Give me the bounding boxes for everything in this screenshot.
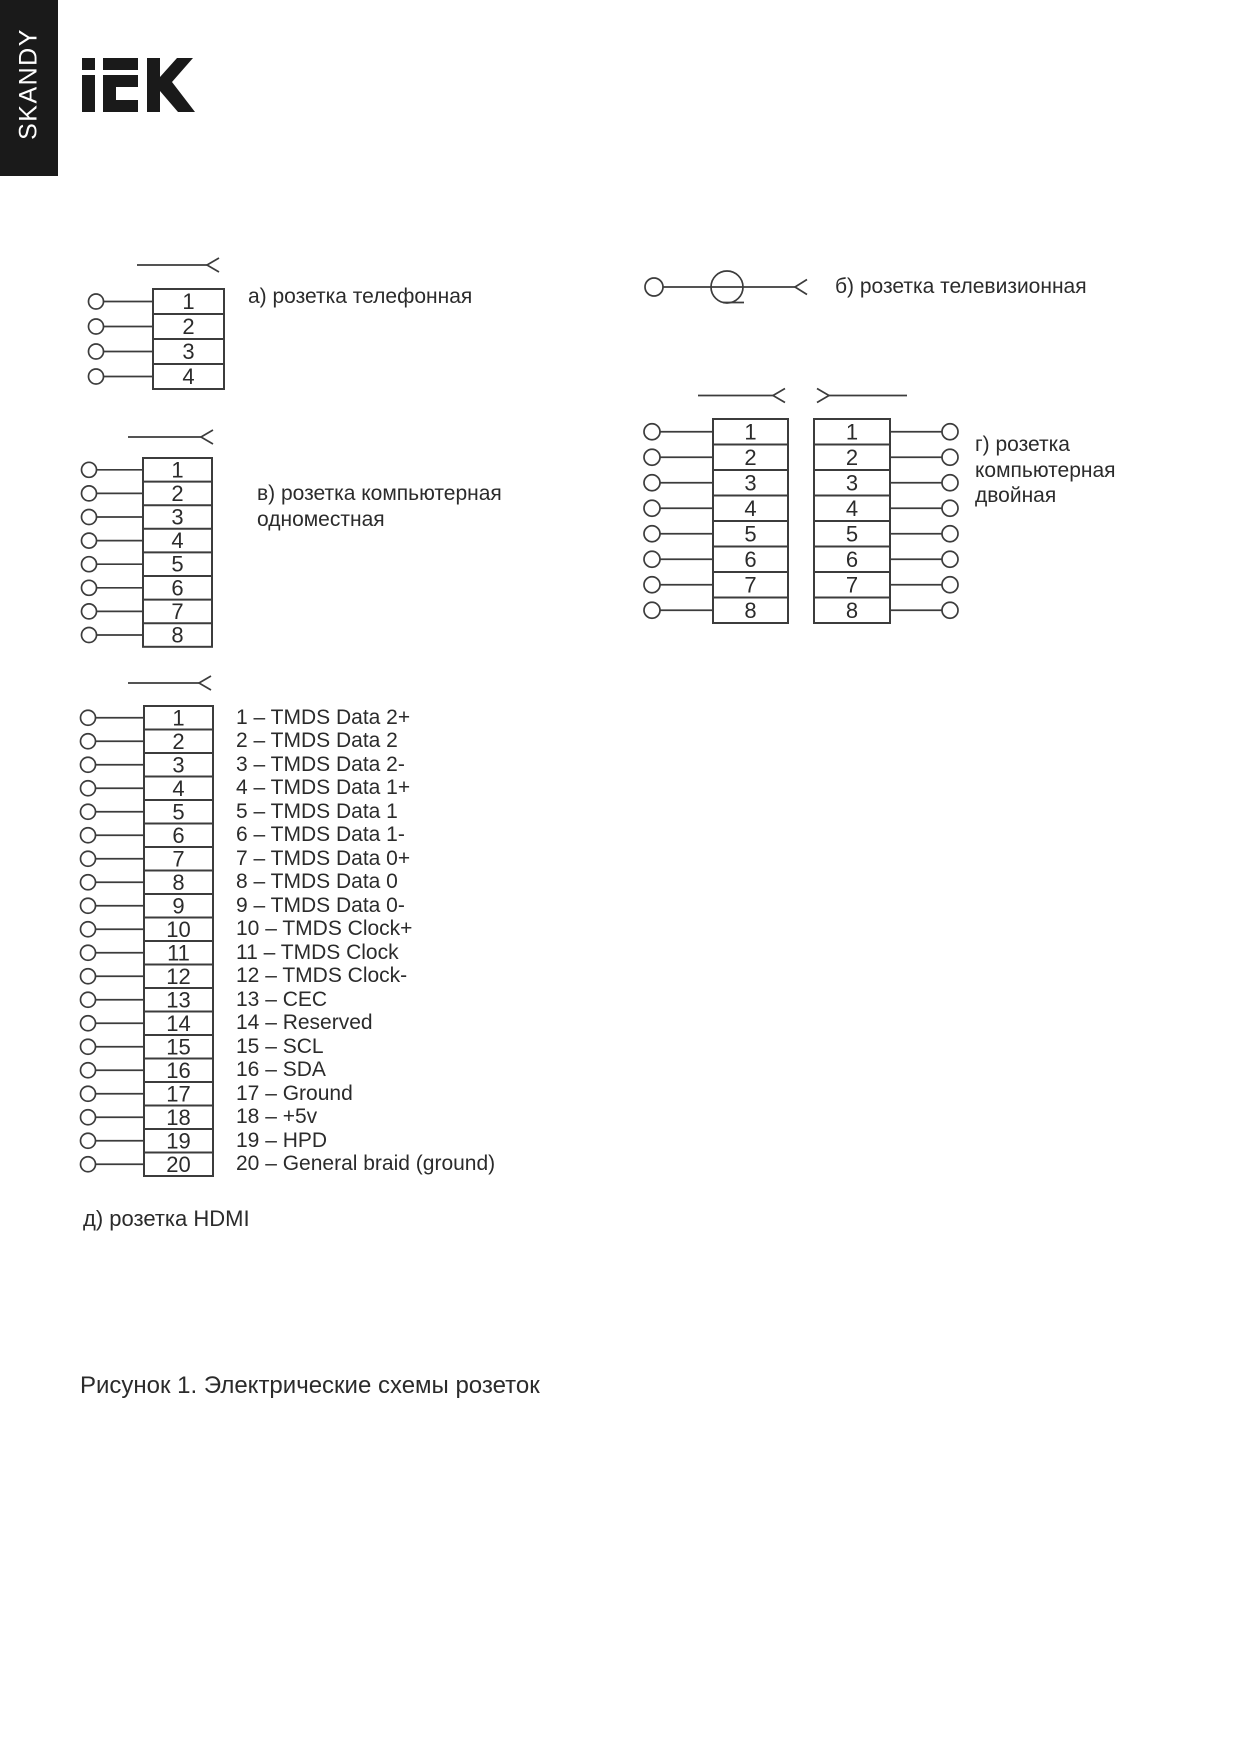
figure-caption: Рисунок 1. Электрические схемы розеток — [80, 1372, 540, 1399]
hdmi-pin-description: 15 – SCL — [236, 1034, 324, 1058]
diagram-b-label: б) розетка телевизионная — [835, 275, 1087, 298]
pin-terminal-circle — [81, 1039, 96, 1054]
hdmi-pin-description: 17 – Ground — [236, 1081, 353, 1105]
hdmi-pin-description: 3 – TMDS Data 2- — [236, 752, 405, 776]
pin-terminal-circle — [81, 781, 96, 796]
pin-terminal-circle — [82, 533, 97, 548]
pin-number: 16 — [166, 1057, 191, 1083]
pin-terminal-circle — [942, 475, 958, 491]
socket-arrow-icon — [817, 389, 829, 403]
hdmi-pin-description: 10 – TMDS Clock+ — [236, 917, 413, 941]
pin-terminal-circle — [81, 1110, 96, 1125]
hdmi-pin-description: 4 – TMDS Data 1+ — [236, 776, 411, 800]
diagram-g-computer-double-left — [644, 419, 788, 623]
diagram-a-label: а) розетка телефонная — [248, 285, 473, 308]
diagram-g-label — [975, 432, 1116, 509]
pin-terminal-circle — [81, 969, 96, 984]
pin-terminal-circle — [81, 1157, 96, 1172]
pin-number: 3 — [182, 339, 195, 364]
pin-number: 1 — [172, 705, 185, 731]
socket-arrow-icon — [795, 280, 807, 295]
pin-number: 4 — [172, 775, 185, 801]
diagram-a-telephone — [89, 289, 225, 389]
pin-number: 1 — [744, 419, 757, 445]
pin-number: 2 — [744, 444, 757, 470]
pin-number: 1 — [182, 289, 195, 314]
diagram-v-label-line2: одноместная — [257, 507, 385, 531]
pin-number: 12 — [166, 963, 191, 989]
pin-terminal-circle — [81, 898, 96, 913]
pin-number: 10 — [166, 916, 191, 942]
pin-terminal-circle — [89, 294, 104, 309]
pin-number: 20 — [166, 1151, 191, 1177]
socket-arrow-icon — [199, 676, 211, 690]
hdmi-pin-description: 9 – TMDS Data 0- — [236, 893, 405, 917]
pin-terminal-circle — [81, 757, 96, 772]
socket-arrow-icon — [207, 258, 219, 272]
diagram-b-tv — [645, 271, 807, 303]
diagram-g-label-line2: компьютерная — [975, 458, 1116, 482]
hdmi-pin-list — [236, 706, 656, 1176]
pin-number: 5 — [172, 799, 185, 825]
pin-terminal-circle — [942, 551, 958, 567]
pin-number: 11 — [167, 940, 190, 966]
hdmi-pin-description: 8 – TMDS Data 0 — [236, 870, 398, 894]
pin-terminal-circle — [81, 1016, 96, 1031]
hdmi-pin-description: 7 – TMDS Data 0+ — [236, 846, 411, 870]
hdmi-pin-description: 16 – SDA — [236, 1058, 326, 1082]
pin-number: 2 — [172, 728, 185, 754]
hdmi-pin-description: 5 – TMDS Data 1 — [236, 799, 398, 823]
pin-terminal-circle — [942, 500, 958, 516]
diagram-g-label-line1: г) розетка — [975, 433, 1070, 456]
pin-terminal-circle — [644, 475, 660, 491]
hdmi-pin-description: 6 – TMDS Data 1- — [236, 823, 405, 847]
pin-terminal-circle — [82, 557, 97, 572]
pin-terminal-circle — [82, 486, 97, 501]
pin-terminal-circle — [644, 602, 660, 618]
pin-terminal-circle — [644, 500, 660, 516]
diagram-v-label — [257, 481, 502, 532]
pin-number: 6 — [172, 822, 185, 848]
pin-terminal-circle — [81, 945, 96, 960]
pin-number: 2 — [845, 444, 859, 470]
pin-number: 7 — [744, 572, 757, 598]
pin-terminal-circle — [942, 577, 958, 593]
pin-number: 6 — [744, 546, 757, 572]
pin-terminal-circle — [82, 580, 97, 595]
pin-terminal-circle — [644, 526, 660, 542]
brand-label: SKANDY — [14, 28, 43, 140]
hdmi-pin-description: 18 – +5v — [236, 1105, 318, 1129]
pin-number: 4 — [744, 495, 757, 521]
pin-number: 8 — [171, 622, 184, 648]
pin-terminal-circle — [81, 1086, 96, 1101]
pin-number: 2 — [171, 480, 184, 506]
pin-terminal-circle — [81, 992, 96, 1007]
socket-arrow-icon — [201, 430, 213, 444]
pin-terminal-circle — [81, 1063, 96, 1078]
hdmi-pin-description: 1 – TMDS Data 2+ — [236, 705, 411, 729]
hdmi-pin-description: 19 – HPD — [236, 1128, 328, 1152]
pin-number: 5 — [744, 521, 757, 547]
diagram-g-computer-double-right — [814, 419, 958, 623]
pin-number: 18 — [166, 1104, 191, 1130]
pin-number: 6 — [171, 575, 184, 601]
pin-number: 19 — [166, 1128, 191, 1154]
pin-number: 3 — [744, 470, 757, 496]
pin-terminal-circle — [81, 851, 96, 866]
pin-number: 5 — [845, 521, 859, 547]
pin-terminal-circle — [89, 369, 104, 384]
diagram-d-label: д) розетка HDMI — [83, 1206, 250, 1231]
pin-number: 4 — [845, 495, 859, 521]
pin-number: 3 — [845, 470, 859, 496]
pin-terminal-circle — [644, 449, 660, 465]
pin-terminal-circle — [81, 828, 96, 843]
pin-terminal-circle — [942, 526, 958, 542]
pin-number: 9 — [172, 893, 185, 919]
pin-terminal-circle — [81, 734, 96, 749]
pin-terminal-circle — [89, 344, 104, 359]
diagram-v-label-line1: в) розетка компьютерная — [257, 482, 502, 505]
pin-number: 17 — [166, 1081, 191, 1107]
pin-number: 6 — [845, 546, 859, 572]
pin-terminal-circle — [644, 577, 660, 593]
pin-number: 4 — [171, 528, 184, 554]
pin-terminal-circle — [81, 804, 96, 819]
pin-terminal-circle — [81, 710, 96, 725]
pin-terminal-circle — [81, 922, 96, 937]
diagram-d-hdmi — [81, 705, 214, 1177]
pin-terminal-circle — [942, 449, 958, 465]
hdmi-pin-description: 13 – CEC — [236, 987, 328, 1011]
socket-arrow-icon — [773, 389, 785, 403]
pin-terminal-circle — [644, 551, 660, 567]
pin-terminal-circle — [89, 319, 104, 334]
pin-number: 1 — [171, 457, 184, 483]
pin-number: 7 — [845, 572, 859, 598]
pin-number: 14 — [166, 1010, 191, 1036]
pin-number: 8 — [845, 597, 859, 623]
pin-number: 2 — [182, 314, 195, 339]
pin-number: 1 — [845, 419, 859, 445]
diagram-v-computer-single — [82, 457, 213, 647]
pin-number: 3 — [172, 752, 185, 778]
pin-number: 8 — [172, 869, 185, 895]
pin-number: 13 — [166, 987, 191, 1013]
hdmi-pin-description: 14 – Reserved — [236, 1011, 373, 1035]
pin-number: 15 — [166, 1034, 191, 1060]
pin-terminal-circle — [82, 628, 97, 643]
pin-terminal-circle — [82, 510, 97, 525]
pin-terminal-circle — [644, 424, 660, 440]
pin-terminal-circle — [82, 604, 97, 619]
pin-number: 4 — [182, 364, 195, 389]
hdmi-pin-description: 12 – TMDS Clock- — [236, 964, 408, 988]
diagram-g-label-line3: двойная — [975, 484, 1057, 507]
pin-terminal-circle — [645, 278, 663, 296]
pin-number: 3 — [171, 504, 184, 530]
hdmi-pin-description: 20 – General braid (ground) — [236, 1152, 496, 1176]
pin-number: 7 — [172, 846, 185, 872]
pin-terminal-circle — [942, 602, 958, 618]
pin-terminal-circle — [942, 424, 958, 440]
hdmi-pin-description: 11 – TMDS Clock — [236, 940, 399, 964]
hdmi-pin-description: 2 – TMDS Data 2 — [236, 729, 398, 753]
pin-terminal-circle — [81, 1133, 96, 1148]
pin-terminal-circle — [81, 875, 96, 890]
pin-number: 7 — [171, 598, 184, 624]
pin-number: 8 — [744, 597, 757, 623]
pin-terminal-circle — [82, 462, 97, 477]
pin-number: 5 — [171, 551, 184, 577]
